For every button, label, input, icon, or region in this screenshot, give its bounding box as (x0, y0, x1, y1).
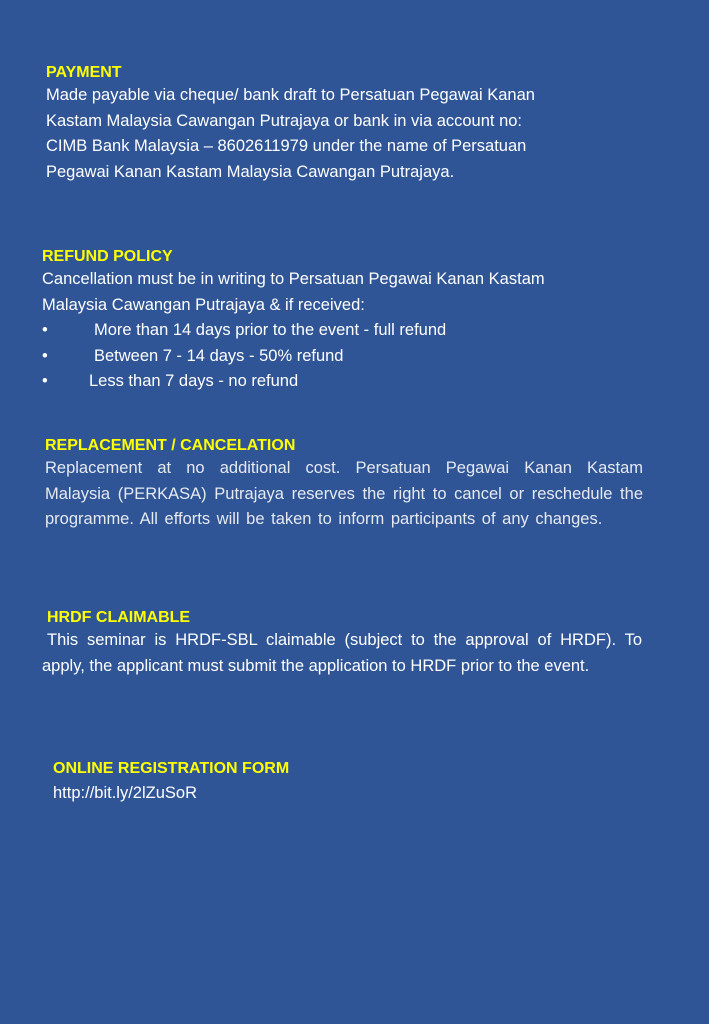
payment-text (46, 83, 656, 185)
hrdf-text: This seminar is HRDF-SBL claimable (subject to the approval of HRDF). To apply, the applicant must submit the application to HRDF prior to the event. (42, 631, 642, 675)
payment-line: Pegawai Kanan Kastam Malaysia Cawangan Putrajaya. (46, 162, 455, 181)
refund-policy-intro (42, 267, 652, 318)
refund-list-item (42, 318, 652, 344)
registration-section (53, 759, 663, 807)
refund-policy-section (42, 247, 652, 395)
payment-line: CIMB Bank Malaysia – 8602611979 under the name of Persatuan (46, 137, 527, 155)
bullet-icon: • (42, 372, 48, 390)
registration-link[interactable]: http://bit.ly/2lZuSoR (53, 784, 197, 802)
refund-intro-line: Malaysia Cawangan Putrajaya & if received: (42, 295, 365, 314)
refund-item-text: More than 14 days prior to the event - full refund (94, 321, 447, 339)
refund-list (42, 318, 652, 395)
refund-item-text: Less than 7 days - no refund (89, 372, 299, 390)
refund-intro-line: Cancellation must be in writing to Persatuan Pegawai Kanan Kastam (42, 270, 545, 288)
refund-list-item (42, 369, 652, 395)
refund-item-text: Between 7 - 14 days - 50% refund (94, 346, 344, 365)
bullet-icon: • (42, 346, 48, 365)
payment-line: Made payable via cheque/ bank draft to Persatuan Pegawai Kanan (46, 86, 535, 104)
payment-heading: PAYMENT (46, 64, 122, 81)
refund-policy-heading: REFUND POLICY (42, 248, 173, 265)
replacement-text: Replacement at no additional cost. Persatuan Pegawai Kanan Kastam Malaysia (PERKASA) Putrajaya reserves the right to cancel or reschedule the programme. All efforts will be taken to inform participants of any changes. (45, 459, 643, 528)
payment-section (46, 63, 656, 185)
hrdf-heading: HRDF CLAIMABLE (47, 609, 191, 626)
refund-list-item (42, 344, 652, 370)
bullet-icon: • (42, 321, 48, 339)
payment-line: Kastam Malaysia Cawangan Putrajaya or bank in via account no: (46, 111, 523, 130)
hrdf-section (42, 608, 642, 679)
replacement-heading: REPLACEMENT / CANCELATION (45, 437, 296, 454)
replacement-section (45, 436, 643, 533)
registration-heading: ONLINE REGISTRATION FORM (53, 760, 290, 777)
